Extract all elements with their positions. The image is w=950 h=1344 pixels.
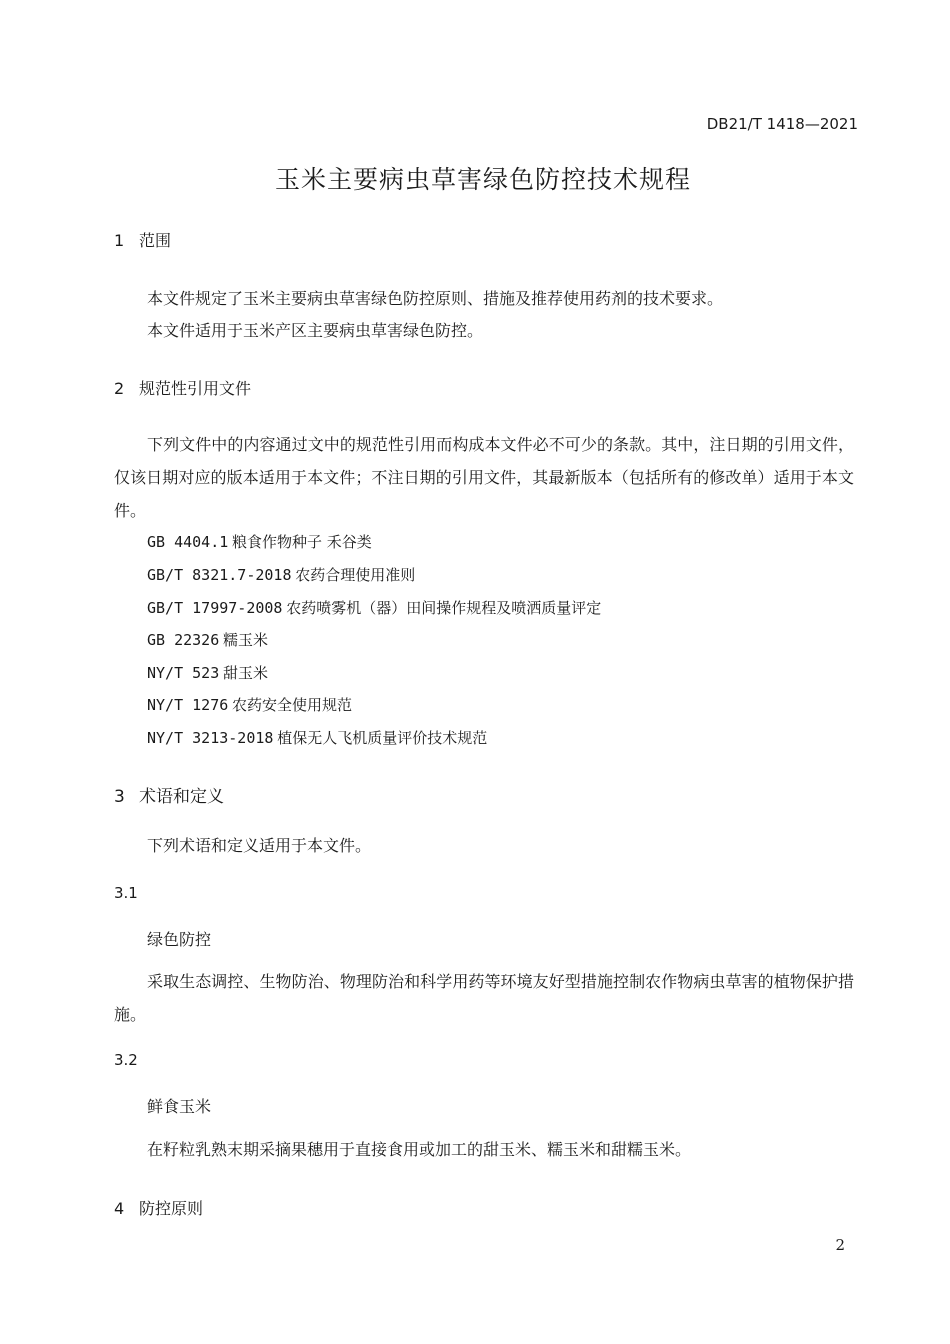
reference-name: 农药安全使用规范 (232, 696, 353, 714)
section-number: 4 (114, 1199, 125, 1218)
reference-code: GB/T 17997-2008 (147, 599, 283, 617)
section-number: 2 (114, 379, 125, 398)
term-name: 绿色防控 (147, 930, 212, 949)
document-code: DB21/T 1418—2021 (706, 115, 858, 133)
reference-item (147, 564, 415, 585)
reference-code: GB 4404.1 (147, 533, 229, 551)
reference-name: 植保无人飞机质量评价技术规范 (277, 729, 488, 747)
term-number: 3.2 (114, 1051, 138, 1069)
paragraph: 下列术语和定义适用于本文件。 (147, 836, 372, 855)
reference-code: GB 22326 (147, 631, 220, 649)
section-heading-control-principles (114, 1196, 203, 1219)
term-definition: 采取生态调控、生物防治、物理防治和科学用药等环境友好型措施控制农作物病虫草害的植物保护措施。 (114, 972, 854, 1024)
reference-name: 农药喷雾机（器）田间操作规程及喷洒质量评定 (286, 599, 602, 617)
section-title: 防控原则 (139, 1199, 204, 1218)
term-name: 鲜食玉米 (147, 1097, 212, 1116)
document-title: 玉米主要病虫草害绿色防控技术规程 (274, 165, 691, 194)
paragraph: 本文件规定了玉米主要病虫草害绿色防控原则、措施及推荐使用药剂的技术要求。 (147, 289, 724, 308)
section-title: 范围 (139, 231, 172, 250)
reference-item (147, 694, 352, 715)
reference-name: 甜玉米 (223, 664, 269, 682)
reference-code: NY/T 1276 (147, 696, 229, 714)
section-title: 规范性引用文件 (139, 379, 252, 398)
reference-code: NY/T 3213-2018 (147, 729, 274, 747)
section-heading-scope (114, 228, 171, 251)
reference-item (147, 662, 268, 683)
reference-name: 糯玉米 (223, 631, 269, 649)
reference-item (147, 597, 601, 618)
paragraph: 下列文件中的内容通过文中的规范性引用而构成本文件必不可少的条款。其中，注日期的引用文件，仅该日期对应的版本适用于本文件；不注日期的引用文件，其最新版本（包括所有的修改单）适用于本文件。 (114, 435, 854, 520)
reference-item (147, 629, 268, 650)
term-number: 3.1 (114, 884, 138, 902)
term-definition: 在籽粒乳熟末期采摘果穗用于直接食用或加工的甜玉米、糯玉米和甜糯玉米。 (147, 1140, 692, 1159)
section-number: 1 (114, 231, 125, 250)
page-number: 2 (835, 1236, 845, 1254)
section-heading-terms-and-definitions (114, 782, 224, 807)
reference-item (147, 727, 487, 748)
reference-code: NY/T 523 (147, 664, 220, 682)
reference-name: 粮食作物种子 禾谷类 (232, 533, 372, 551)
reference-item (147, 531, 372, 552)
section-title: 术语和定义 (139, 787, 224, 807)
reference-name: 农药合理使用准则 (295, 566, 416, 584)
paragraph: 本文件适用于玉米产区主要病虫草害绿色防控。 (147, 321, 484, 340)
section-number: 3 (114, 787, 125, 807)
section-heading-normative-references (114, 376, 251, 399)
reference-code: GB/T 8321.7-2018 (147, 566, 292, 584)
